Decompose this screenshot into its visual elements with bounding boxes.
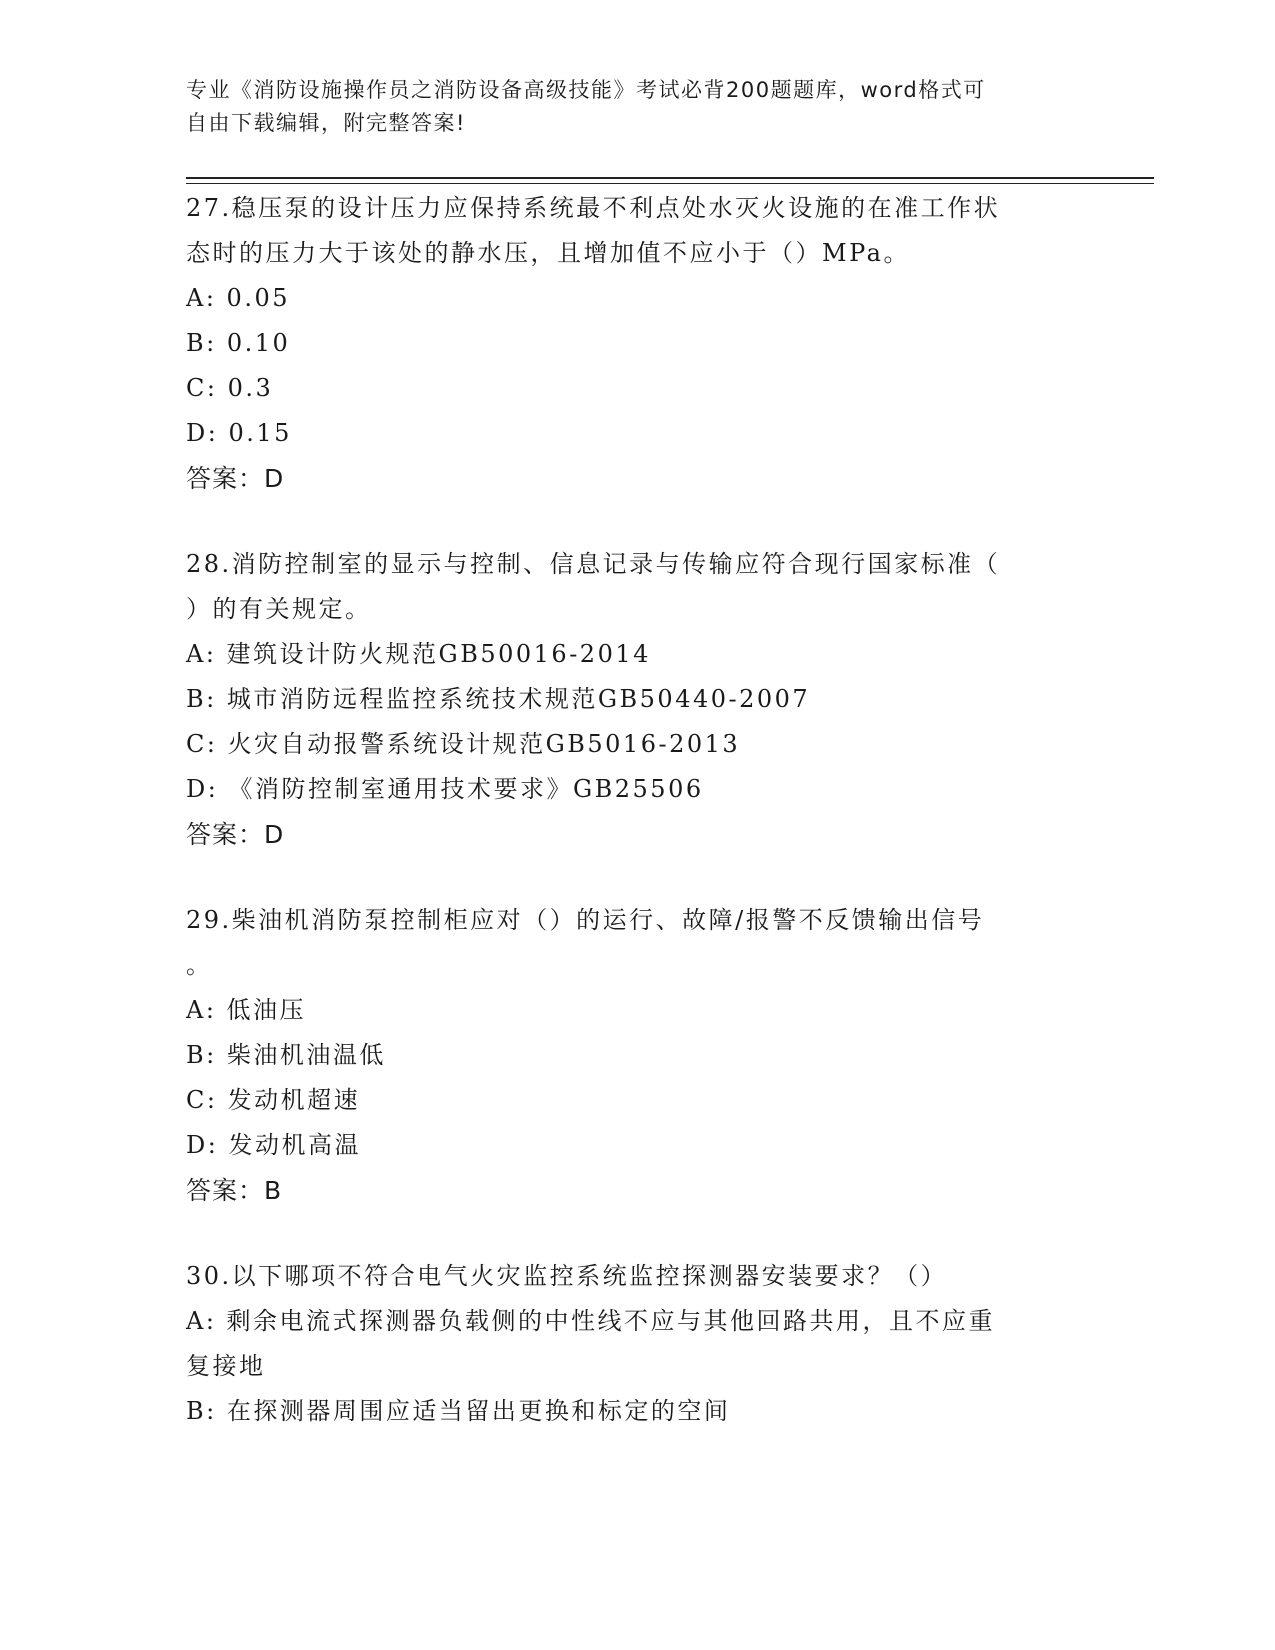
header-line-1: 专业《消防设施操作员之消防设备高级技能》考试必背200题题库，word格式可: [186, 78, 986, 102]
option-c: C: 火灾自动报警系统设计规范GB5016-2013: [186, 730, 741, 758]
question-29: [186, 898, 1086, 1213]
option-d: D: 0.15: [186, 419, 292, 447]
option-b: B: 0.10: [186, 329, 291, 357]
option-b: B: 在探测器周围应适当留出更换和标定的空间: [186, 1397, 731, 1425]
answer-label: 答案：D: [186, 820, 285, 849]
question-text-line: ）的有关规定。: [186, 595, 372, 623]
header-line-2: 自由下载编辑，附完整答案!: [186, 111, 466, 135]
option-b: B: 柴油机油温低: [186, 1041, 386, 1069]
answer-label: 答案：B: [186, 1176, 283, 1205]
header-divider-thin: [186, 183, 1154, 184]
option-a: A: 低油压: [186, 996, 307, 1024]
option-a: A: 建筑设计防火规范GB50016-2014: [186, 640, 651, 668]
question-text-line: 态时的压力大于该处的静水压，且增加值不应小于（）MPa。: [186, 239, 910, 267]
question-28: [186, 542, 1086, 857]
option-b: B: 城市消防远程监控系统技术规范GB50440-2007: [186, 685, 811, 713]
question-text-line: 29.柴油机消防泵控制柜应对（）的运行、故障/报警不反馈输出信号: [186, 906, 985, 934]
option-c: C: 发动机超速: [186, 1086, 361, 1114]
header-divider-thick: [186, 177, 1154, 179]
document-header: [186, 74, 1066, 140]
question-30: [186, 1254, 1086, 1434]
question-text-line: 。: [186, 951, 213, 979]
option-a: A: 剩余电流式探测器负载侧的中性线不应与其他回路共用，且不应重: [186, 1307, 996, 1335]
question-text-line: 27.稳压泵的设计压力应保持系统最不利点处水灭火设施的在准工作状: [186, 194, 1001, 222]
option-d: D: 发动机高温: [186, 1131, 361, 1159]
answer-label: 答案：D: [186, 464, 285, 493]
option-d: D: 《消防控制室通用技术要求》GB25506: [186, 775, 704, 803]
question-text-line: 28.消防控制室的显示与控制、信息记录与传输应符合现行国家标准（: [186, 550, 1001, 578]
option-c: C: 0.3: [186, 374, 274, 402]
question-27: [186, 186, 1086, 501]
option-a-continued: 复接地: [186, 1352, 266, 1380]
question-text-line: 30.以下哪项不符合电气火灾监控系统监控探测器安装要求？（）: [186, 1262, 948, 1290]
option-a: A: 0.05: [186, 284, 290, 312]
